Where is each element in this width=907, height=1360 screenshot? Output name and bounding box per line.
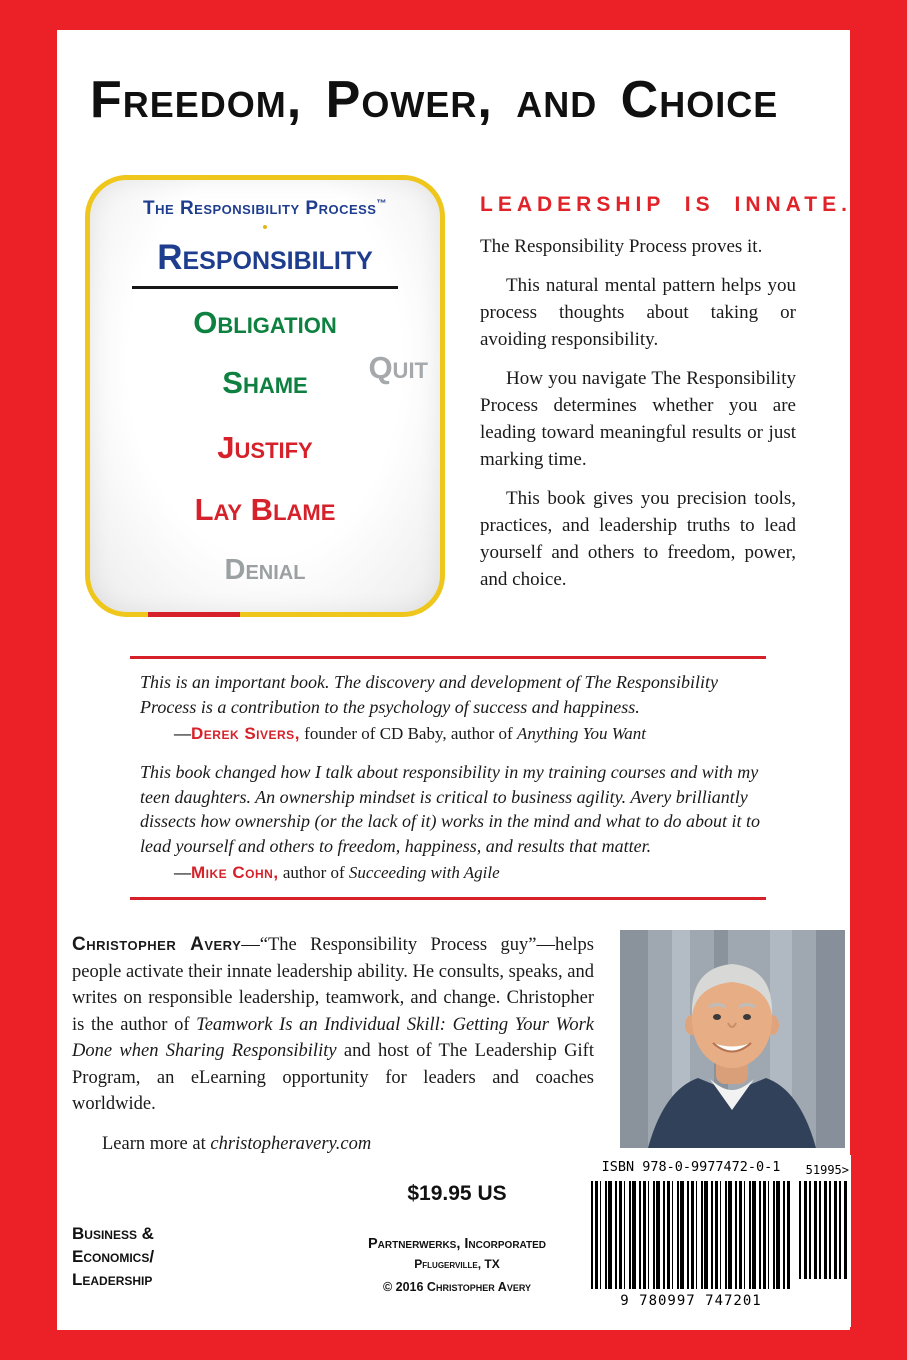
learn-more xyxy=(72,1134,594,1155)
isbn-number: ISBN 978-0-9977472-0-1 xyxy=(601,1159,781,1175)
price-label: $19.95 US xyxy=(407,1182,507,1205)
isbn-digits: 9 780997 747201 xyxy=(585,1293,797,1309)
category-line: Business & xyxy=(72,1224,154,1243)
cohn-credit: author of xyxy=(278,863,349,882)
author-section xyxy=(72,932,594,1155)
lead-paragraph: This book gives you precision tools, practices, and leadership truths to lead yourself and others to freedom, power, and choice. xyxy=(480,488,796,590)
bottom-rule xyxy=(130,897,766,900)
bio-text: —“The Responsibility Process guy”—helps people activate their innate leadership ability. He consults, speaks, and writes on responsible leadership, teamwork, and change. Christopher is the author of xyxy=(72,935,594,1035)
sivers-attribution xyxy=(130,724,766,744)
attribution-dash: — xyxy=(174,863,191,882)
lead-column xyxy=(480,193,852,605)
level-lay-blame: Lay Blame xyxy=(194,492,336,528)
author-photo xyxy=(620,930,845,1148)
top-rule xyxy=(130,656,766,659)
level-responsibility: Responsibility xyxy=(157,238,373,277)
author-bio xyxy=(72,932,594,1118)
category-label xyxy=(72,1222,154,1291)
trademark-symbol: ™ xyxy=(376,198,387,210)
bio-book-title: Teamwork Is an Individual Skill: Getting Your Work Done when Sharing Responsibility xyxy=(72,1014,594,1061)
category-line: Economics/ xyxy=(72,1247,155,1266)
level-shame: Shame xyxy=(222,365,308,401)
barcode-addon-bars xyxy=(799,1181,847,1279)
bio-text: and host of The Leadership Gift Program, an eLearning opportunity for leaders and coaches worldwide. xyxy=(72,1041,594,1114)
price-add-on-code: 51995> xyxy=(805,1163,849,1177)
level-obligation: Obligation xyxy=(193,304,337,340)
lead-paragraph: The Responsibility Process proves it. xyxy=(480,236,763,257)
cohn-book-title: Succeeding with Agile xyxy=(348,863,500,882)
cohn-attribution xyxy=(130,863,766,883)
lead-paragraph: This natural mental pattern helps you process thoughts about taking or avoiding responsibility. xyxy=(480,275,796,350)
level-denial: Denial xyxy=(224,553,306,586)
sivers-credit: founder of CD Baby, author of xyxy=(299,724,517,743)
card-title: The Responsibility Process xyxy=(143,198,377,219)
cohn-name: Mike Cohn, xyxy=(191,863,279,882)
bullet-dot: • xyxy=(262,219,268,236)
level-justify: Justify xyxy=(217,429,313,465)
barcode-bars xyxy=(591,1181,791,1289)
copyright-line: © 2016 Christopher Avery xyxy=(382,1280,532,1294)
isbn-barcode xyxy=(585,1155,851,1327)
cover-title: Freedom, Power, and Choice xyxy=(90,71,779,129)
level-quit: Quit xyxy=(368,350,428,385)
testimonials-section xyxy=(130,656,766,900)
author-name: Christopher Avery xyxy=(72,934,242,955)
cohn-quote: This book changed how I talk about responsibility in my training courses and with my teen daughters. An ownership mindset is critical to business agility. Avery brilliantly dissects how ownership (or the lack of it) works in the mind and what to do about it to lead yourself and others to freedom, happiness, and results that matter. xyxy=(140,762,760,856)
responsibility-process-card xyxy=(85,175,445,617)
leadership-heading: LEADERSHIP IS INNATE. xyxy=(480,193,852,216)
sivers-book-title: Anything You Want xyxy=(516,724,647,743)
attribution-dash: — xyxy=(174,724,191,743)
publisher-info xyxy=(317,1236,597,1294)
red-notch xyxy=(148,612,240,617)
sivers-name: Derek Sivers, xyxy=(191,724,300,743)
card-header xyxy=(90,198,440,220)
lead-paragraph: How you navigate The Responsibility Process determines whether you are leading toward meaningful results or just marking time. xyxy=(480,368,796,470)
author-website: christopheravery.com xyxy=(210,1133,372,1154)
divider-line xyxy=(132,286,398,289)
category-line: Leadership xyxy=(72,1270,153,1289)
publisher-name: Partnerwerks, Incorporated xyxy=(367,1236,547,1252)
publisher-city: Pflugerville, TX xyxy=(414,1257,500,1271)
learn-more-text: Learn more at xyxy=(102,1133,211,1154)
sivers-quote: This is an important book. The discovery and development of The Responsibility Process is a contribution to the psychology of success and happiness. xyxy=(140,672,718,717)
cover-content xyxy=(57,30,850,1330)
